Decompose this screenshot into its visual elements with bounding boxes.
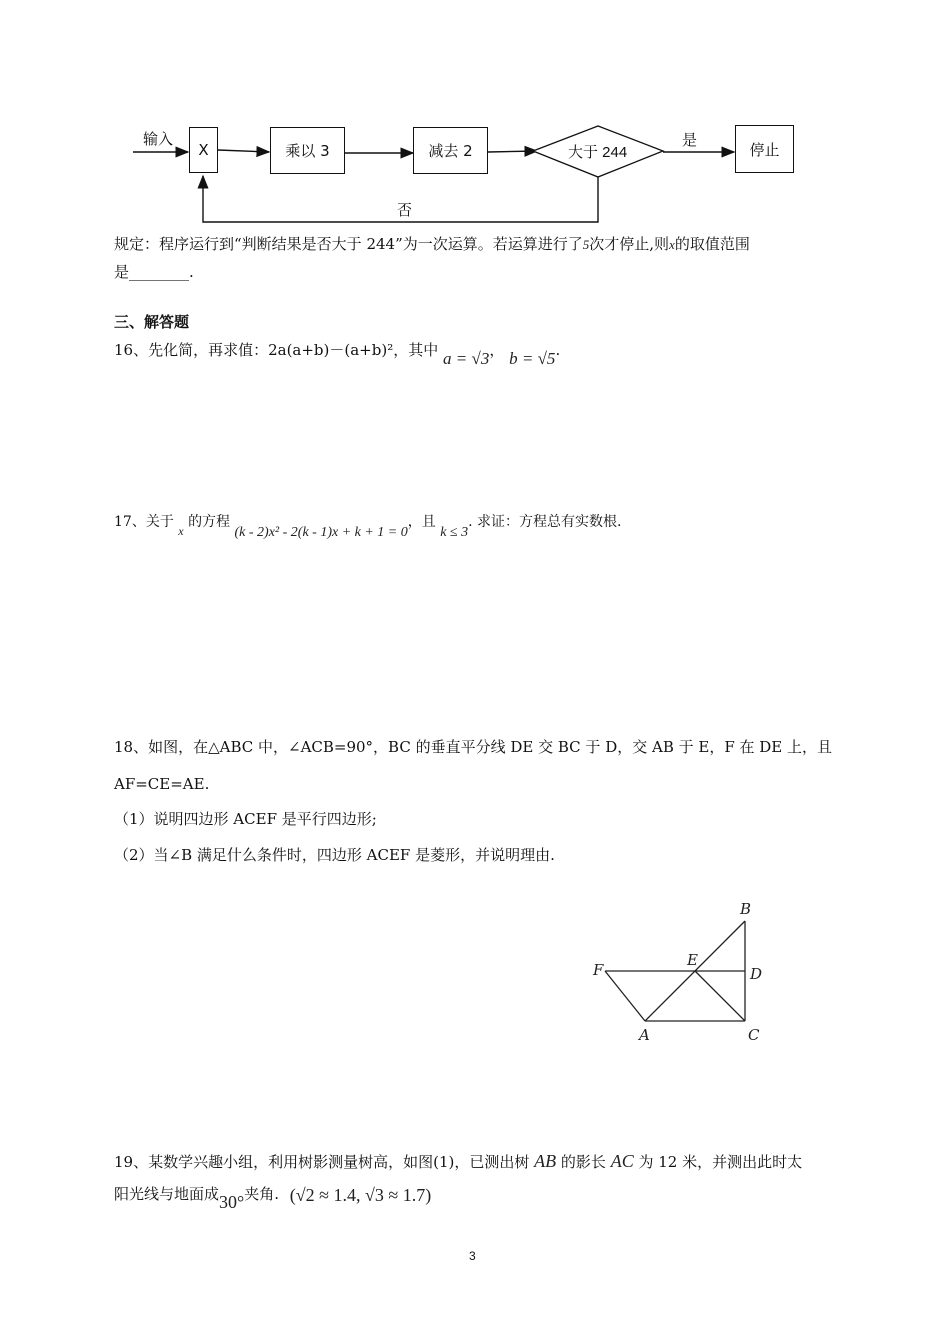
stop-box: 停止 [735, 125, 794, 173]
arrow-subtract-to-decision [488, 151, 537, 152]
q16-sep: ， [489, 341, 505, 359]
q15-text-3: 的取值范围 [674, 235, 750, 253]
q16-text: 16、先化简，再求值：2a(a+b)－(a+b)²，其中 [114, 341, 439, 359]
q19-shadow: AC [610, 1151, 634, 1171]
flowchart-connectors [0, 0, 950, 240]
q19-line-1 [114, 1151, 802, 1172]
q19-angle: 30° [219, 1192, 245, 1212]
q18-geometry-figure [580, 895, 780, 1050]
q17-equation: (k - 2)x² - 2(k - 1)x + k + 1 = 0 [234, 525, 408, 540]
q19-tree: AB [534, 1151, 557, 1171]
decision-label: 大于 244 [568, 144, 628, 161]
label-B: B [740, 900, 752, 918]
q17-condition: k ≤ 3 [440, 525, 469, 540]
x-box: X [189, 127, 218, 173]
q19-text-2: 的影长 [560, 1153, 606, 1171]
input-label: 输入 [143, 131, 174, 148]
q17 [114, 512, 622, 540]
q15-rule-line [114, 234, 750, 255]
label-C: C [748, 1026, 760, 1044]
page-number: 3 [469, 1249, 476, 1263]
arrow-x-to-multiply [218, 150, 269, 152]
q19-line-2-text: 阳光线与地面成 [114, 1185, 220, 1203]
label-A: A [639, 1026, 650, 1044]
q18-part-2: （2）当∠B 满足什么条件时，四边形 ACEF 是菱形，并说明理由. [114, 846, 555, 864]
q19-text-1: 19、某数学兴趣小组，利用树影测量树高，如图(1)，已测出树 [114, 1153, 530, 1171]
q16-cond-b: b = √5 [509, 349, 556, 368]
q16 [114, 340, 561, 368]
segment-FA [605, 971, 645, 1021]
multiply-box: 乘以 3 [270, 127, 345, 174]
segment-EC [695, 971, 745, 1021]
q18-part-1: （1）说明四边形 ACEF 是平行四边形; [114, 810, 377, 828]
q15-var: x [669, 237, 675, 252]
label-F: F [593, 961, 604, 979]
q19-text-4: 夹角. [244, 1185, 279, 1203]
subtract-box: 减去 2 [413, 127, 488, 174]
q17-text-3: ，且 [407, 514, 436, 530]
q15-text-2: 次才停止,则 [589, 235, 670, 253]
q18-line-1: 18、如图，在△ABC 中，∠ACB=90°，BC 的垂直平分线 DE 交 BC 于 D，交 AB 于 E，F 在 DE 上，且 [114, 738, 833, 756]
q15-answer-line: 是________. [114, 263, 194, 281]
label-E: E [687, 951, 698, 969]
q17-text-2: 的方程 [188, 514, 231, 530]
q17-var: x [178, 524, 184, 538]
section-heading: 三、解答题 [114, 313, 190, 331]
q15-text-1: 规定：程序运行到“判断结果是否大于 244”为一次运算。若运算进行了 [114, 235, 583, 253]
q16-end: . [555, 341, 561, 359]
q17-text-4: . 求证：方程总有实数根. [468, 514, 622, 530]
q19-text-3: 为 12 米，并测出此时太 [638, 1153, 803, 1171]
q15-count: 5 [582, 237, 590, 252]
q19-approx: (√2 ≈ 1.4, √3 ≈ 1.7) [289, 1185, 432, 1205]
q18-line-2: AF=CE=AE. [114, 775, 210, 793]
q17-text-1: 17、关于 [114, 514, 174, 530]
yes-label: 是 [682, 132, 698, 149]
no-label: 否 [397, 201, 413, 219]
q16-cond-a: a = √3 [443, 349, 490, 368]
q19-line-2 [114, 1183, 432, 1212]
label-D: D [750, 965, 763, 983]
